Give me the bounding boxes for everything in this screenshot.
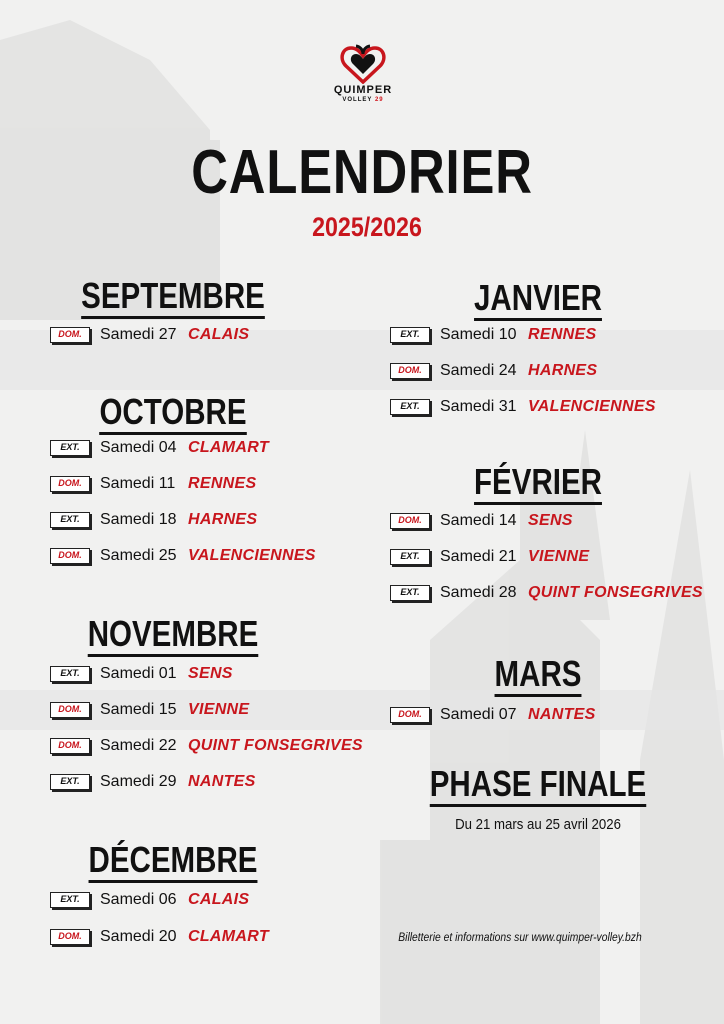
opponent-name: NANTES (528, 706, 596, 723)
month-heading-octobre: OCTOBRE (71, 392, 276, 432)
opponent-name: CLAMART (188, 928, 269, 945)
opponent-name: RENNES (528, 326, 597, 343)
game-row (390, 324, 596, 346)
game-date: Samedi 01 (100, 665, 177, 682)
away-badge: EXT. (390, 399, 430, 415)
game-row (390, 582, 703, 604)
away-badge: EXT. (390, 549, 430, 565)
month-heading-mars: MARS (423, 654, 653, 694)
away-badge: EXT. (50, 774, 90, 790)
game-date: Samedi 18 (100, 511, 177, 528)
month-heading-novembre: NOVEMBRE (71, 614, 276, 654)
game-date: Samedi 27 (100, 326, 177, 343)
month-heading-septembre: SEPTEMBRE (71, 276, 276, 316)
game-row (390, 510, 573, 532)
home-badge: DOM. (50, 548, 90, 564)
game-date: Samedi 22 (100, 737, 177, 754)
game-row (50, 509, 257, 531)
opponent-name: SENS (528, 512, 573, 529)
home-badge: DOM. (390, 363, 430, 379)
month-heading-fevrier: FÉVRIER (423, 462, 653, 502)
home-badge: DOM. (50, 702, 90, 718)
opponent-name: QUINT FONSEGRIVES (188, 737, 363, 754)
home-badge: DOM. (50, 476, 90, 492)
game-row (50, 735, 363, 757)
game-date: Samedi 29 (100, 773, 177, 790)
opponent-name: VIENNE (188, 701, 250, 718)
game-date: Samedi 24 (440, 362, 517, 379)
opponent-name: VALENCIENNES (528, 398, 656, 415)
phase-finale-title: PHASE FINALE (423, 764, 653, 804)
opponent-name: NANTES (188, 773, 256, 790)
game-date: Samedi 15 (100, 701, 177, 718)
home-badge: DOM. (50, 929, 90, 945)
game-date: Samedi 21 (440, 548, 517, 565)
game-date: Samedi 10 (440, 326, 517, 343)
opponent-name: HARNES (528, 362, 598, 379)
game-row (50, 437, 269, 459)
game-row (390, 546, 589, 568)
away-badge: EXT. (50, 892, 90, 908)
game-row (50, 699, 249, 721)
month-heading-janvier: JANVIER (423, 278, 653, 318)
logo-subtitle: VOLLEY 29 (342, 97, 384, 103)
game-date: Samedi 06 (100, 891, 177, 908)
game-row (390, 704, 596, 726)
game-row (390, 360, 597, 382)
game-date: Samedi 20 (100, 928, 177, 945)
club-logo (332, 44, 394, 104)
opponent-name: CLAMART (188, 439, 269, 456)
away-badge: EXT. (390, 585, 430, 601)
home-badge: DOM. (50, 738, 90, 754)
game-row (50, 473, 256, 495)
away-badge: EXT. (390, 327, 430, 343)
game-row (50, 663, 233, 685)
game-row (50, 545, 316, 567)
away-badge: EXT. (50, 666, 90, 682)
away-badge: EXT. (50, 440, 90, 456)
opponent-name: QUINT FONSEGRIVES (528, 584, 703, 601)
phase-finale-dates: Du 21 mars au 25 avril 2026 (455, 816, 621, 833)
heart-logo-icon (340, 44, 386, 84)
opponent-name: CALAIS (188, 326, 250, 343)
game-date: Samedi 11 (100, 475, 176, 492)
game-date: Samedi 28 (440, 584, 517, 601)
opponent-name: RENNES (188, 475, 257, 492)
game-row (50, 926, 269, 948)
away-badge: EXT. (50, 512, 90, 528)
game-date: Samedi 31 (440, 398, 517, 415)
home-badge: DOM. (50, 327, 90, 343)
opponent-name: CALAIS (188, 891, 250, 908)
month-heading-decembre: DÉCEMBRE (71, 840, 276, 880)
opponent-name: HARNES (188, 511, 258, 528)
game-date: Samedi 14 (440, 512, 517, 529)
game-date: Samedi 04 (100, 439, 177, 456)
game-row (50, 771, 256, 793)
game-row (50, 324, 249, 346)
game-row (50, 889, 249, 911)
ticketing-footer: Billetterie et informations sur www.quimper-volley.bzh (398, 930, 642, 944)
opponent-name: VIENNE (528, 548, 590, 565)
game-date: Samedi 07 (440, 706, 517, 723)
opponent-name: SENS (188, 665, 233, 682)
home-badge: DOM. (390, 707, 430, 723)
game-date: Samedi 25 (100, 547, 177, 564)
season: 2025/2026 (312, 212, 422, 242)
page-title: CALENDRIER (191, 138, 533, 207)
game-row (390, 396, 656, 418)
opponent-name: VALENCIENNES (188, 547, 316, 564)
home-badge: DOM. (390, 513, 430, 529)
logo-name: QUIMPER (333, 84, 393, 96)
